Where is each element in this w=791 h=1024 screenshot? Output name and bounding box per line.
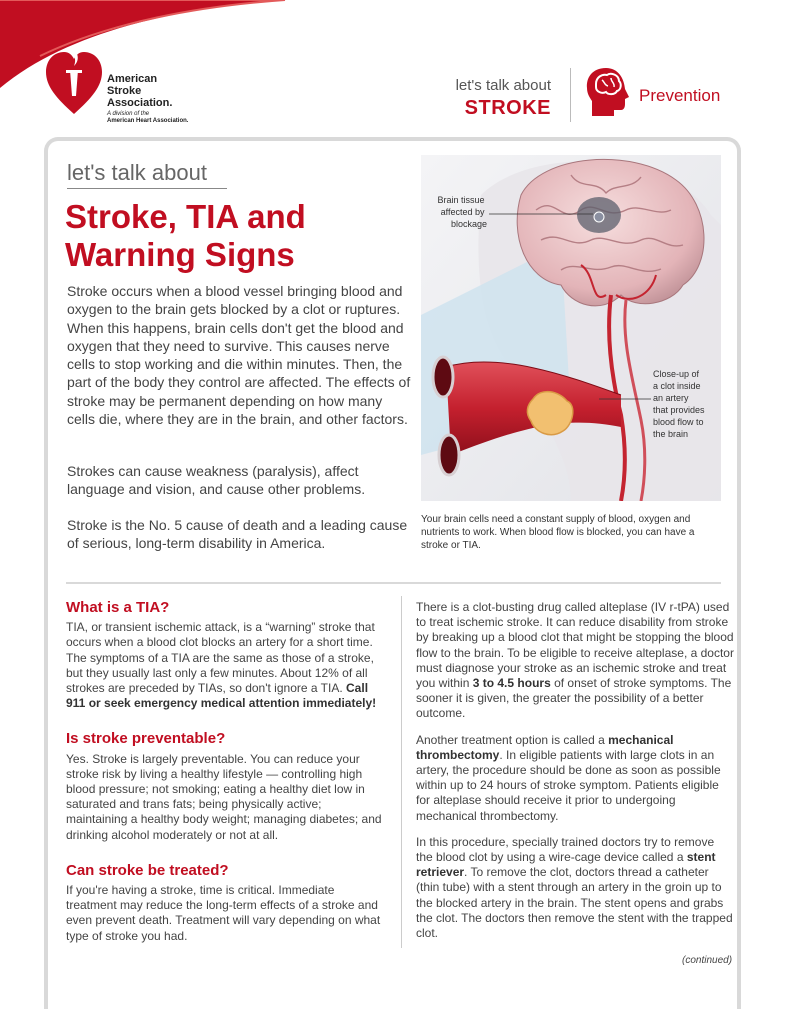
label-brain-2: affected by — [440, 207, 485, 217]
logo-sub-line-1: A division of the — [107, 111, 150, 117]
label-clot-2: a clot inside — [653, 381, 701, 391]
preventable-heading: Is stroke preventable? — [66, 730, 226, 748]
page-title — [65, 198, 395, 274]
tia-paragraph — [66, 620, 384, 711]
logo-wordmark — [107, 73, 172, 109]
series-tab — [411, 77, 551, 120]
intro-paragraph-2: Strokes can cause weakness (paralysis), affect language and vision, and cause other problems. — [67, 463, 366, 498]
column-divider — [401, 596, 402, 948]
tia-heading: What is a TIA? — [66, 599, 170, 616]
american-stroke-heart-torch-logo — [44, 44, 104, 116]
artery-opening-top — [433, 357, 453, 397]
left-column — [66, 600, 384, 944]
label-brain-1: Brain tissue — [437, 195, 485, 205]
thrombectomy-text-b: . In eligible patients with large clots in an artery, the procedure should be done as soon as possible within up to 24 hours of stroke symptom. Patients eligible for alteplase should receive it prior to undergoing mechanical thrombectomy. — [416, 747, 721, 823]
logo-line-3: Association. — [107, 97, 173, 109]
artery-opening-bottom — [439, 435, 459, 475]
title-line-1: Stroke, TIA and — [65, 198, 306, 235]
procedure-text-b: . To remove the clot, doctors thread a catheter (thin tube) with a stent through an artery in the groin up to the blocked artery in the brain. The stent opens and grabs the clot. The doctors then remove the stent with the trapped clot. — [416, 865, 733, 941]
right-column — [416, 600, 734, 941]
preventable-paragraph: Yes. Stroke is largely preventable. You can reduce your stroke risk by living a healthy lifestyle — controlling high blood pressure; not smoking; eating a healthy diet low in saturated and trans fats; being physically active; maintaining a healthy body weight; managing diabetes; and drinking alcohol moderately or not at all. — [66, 751, 382, 842]
alteplase-text-a: There is a clot-busting drug called alteplase (IV r-tPA) used to treat ischemic stroke. It can reduce disability from stroke by breaking up a blood clot that might be stopping the blood flow to the brain. To be eligible to receive alteplase, a doctor must diagnose your stroke as an ischemic stroke and treat you within — [416, 600, 734, 691]
treated-heading: Can stroke be treated? — [66, 861, 229, 879]
series-small-text: let's talk about — [455, 77, 551, 94]
treated-paragraph: If you're having a stroke, time is critical. Immediate treatment may reduce the long-term effects of a stroke and even prevent death. Treatment will vary depending on what type of stroke you had. — [66, 883, 381, 943]
blockage-marker — [594, 212, 604, 222]
label-clot-4: that provides — [653, 405, 705, 415]
tia-call-911: Call 911 or seek emergency medical attention immediately! — [66, 681, 377, 711]
continued-note: (continued) — [682, 955, 733, 966]
label-clot-5: blood flow to — [653, 417, 704, 427]
procedure-paragraph — [416, 835, 734, 941]
label-clot-3: an artery — [653, 393, 689, 403]
title-line-2: Warning Signs — [65, 236, 295, 273]
procedure-text-a: In this procedure, specially trained doctors try to remove the blood clot by using a wire-cage device called a — [416, 834, 715, 865]
header-divider — [570, 68, 571, 122]
brain-artery-illustration — [421, 155, 721, 501]
section-label: Prevention — [639, 86, 721, 105]
thrombectomy-paragraph — [416, 733, 734, 824]
intro-paragraph-3: Stroke is the No. 5 cause of death and a leading cause of serious, long-term disability in America. — [67, 517, 408, 552]
intro-paragraph-1: Stroke occurs when a blood vessel bringing blood and oxygen to the brain gets blocked by a clot or ruptures. When this happens, brain cells don't get the blood and oxygen that they need to survive. This causes nerve cells to stop working and die within minutes. Then, the part of the body they control are affected. The effects of stroke may be permanent depending on how many cells die, where they are in the brain, and other factors. — [67, 283, 411, 428]
stent-retriever-term: stent retriever — [416, 850, 716, 880]
alteplase-paragraph — [416, 600, 734, 722]
label-clot-1: Close-up of — [653, 369, 700, 379]
label-brain-3: blockage — [450, 219, 487, 229]
thrombectomy-text-a: Another treatment option is called a — [416, 732, 605, 747]
illustration-caption: Your brain cells need a constant supply of blood, oxygen and nutrients to work. When blood flow is blocked, you can have a stroke or TIA. — [421, 514, 695, 551]
alteplase-text-b: of onset of stroke symptoms. The sooner it is given, the greater the possibility of a better outcome. — [416, 676, 732, 721]
thrombectomy-term: mechanical thrombectomy — [416, 732, 674, 762]
logo-sub-line-2: American Heart Association. — [107, 118, 189, 124]
logo-line-1: American — [107, 73, 158, 85]
alteplase-window: 3 to 4.5 hours — [472, 676, 551, 691]
label-clot-6: the brain — [653, 429, 689, 439]
head-brain-icon — [584, 66, 634, 118]
lets-talk-about-label: let's talk about — [67, 160, 227, 189]
tia-text: TIA, or transient ischemic attack, is a “warning” stroke that occurs when a blood clot blocks an artery for a short time. The symptoms of a TIA are the same as those of a stroke, but they usually last only a few minutes. About 12% of all strokes are preceded by TIAs, so don't ignore a TIA. — [66, 620, 375, 696]
section-divider — [66, 582, 721, 584]
logo-line-2: Stroke — [107, 85, 142, 97]
logo-subtitle — [107, 111, 188, 125]
series-topic: STROKE — [464, 97, 551, 119]
